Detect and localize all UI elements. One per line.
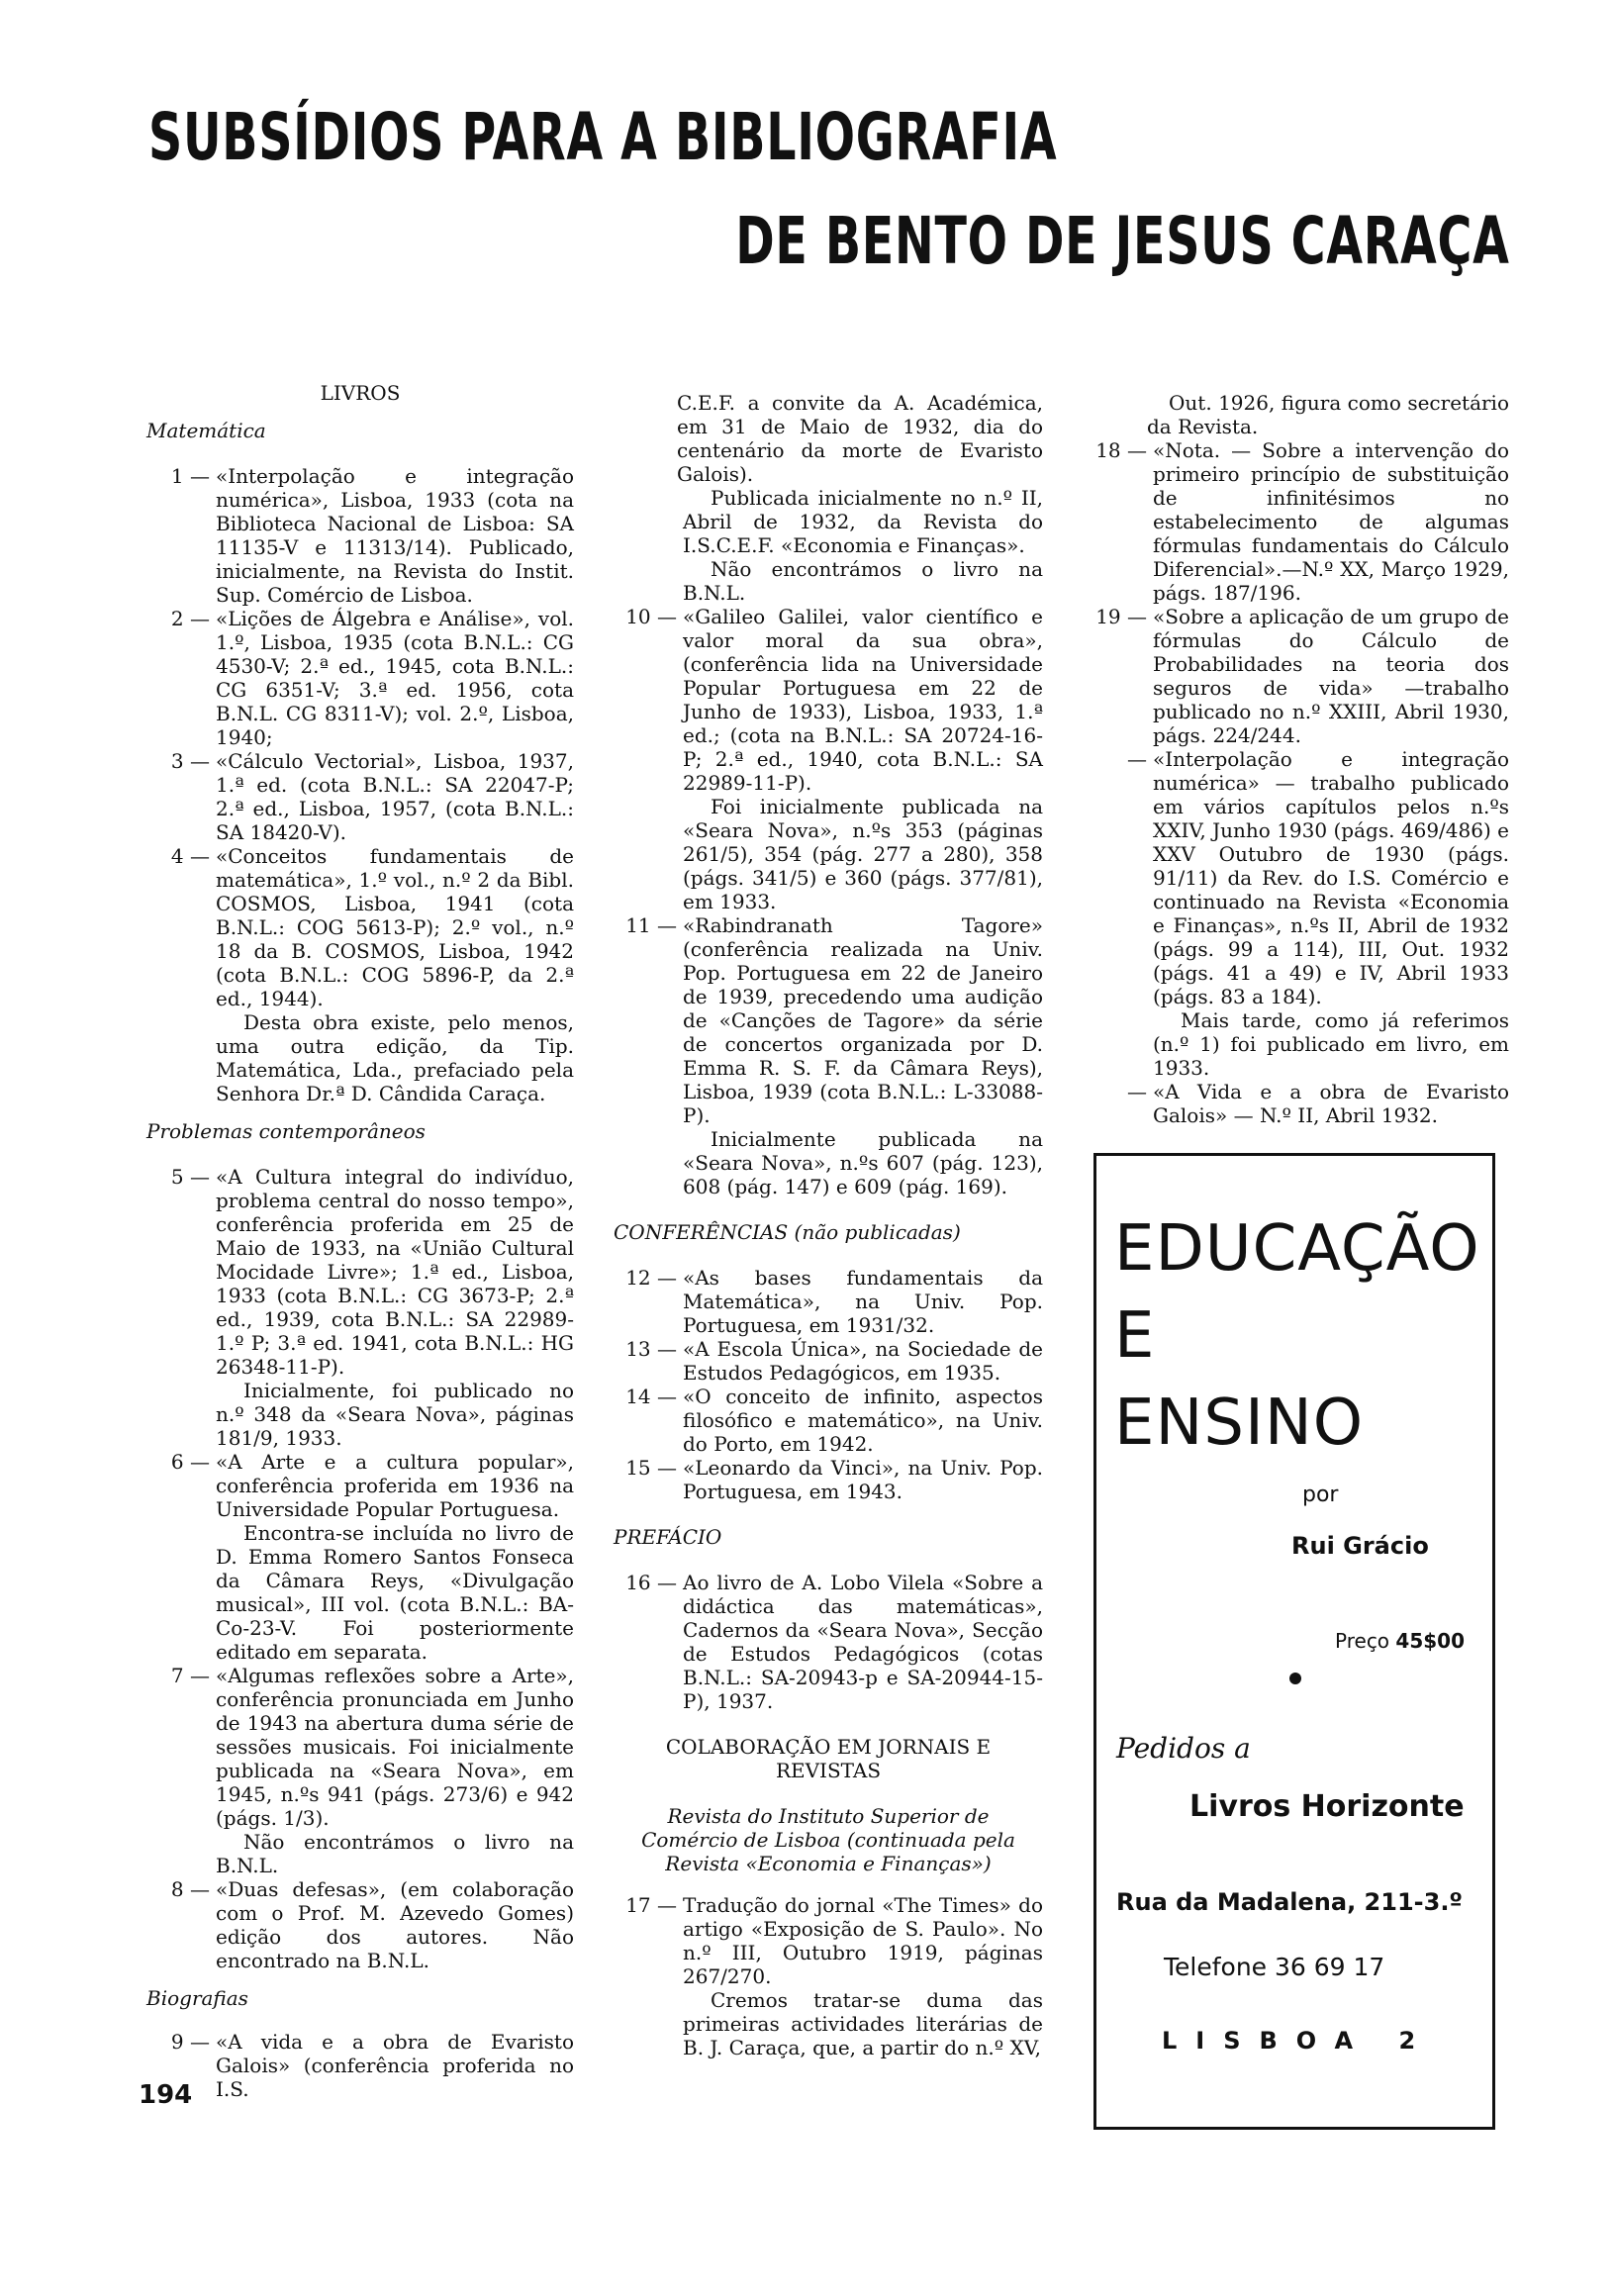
entry-text: «Algumas reflexões sobre a Arte», conferência pronunciada em Junho de 1943 na abertura duma série de sessões musicais. Foi inicialmente publicada na «Seara Nova», em 1945, n.ºs 941 (págs. 273/6) e 942 (págs. 1/3). <box>216 1664 574 1830</box>
entry-text: Tradução do jornal «The Times» do artigo «Exposição de S. Paulo». No n.º III, Outubro 1919, páginas 267/270. <box>683 1893 1043 1988</box>
entry-2 <box>146 607 574 749</box>
entry-text: «Cálculo Vectorial», Lisboa, 1937, 1.ª ed. (cota B.N.L.: SA 22047-P; 2.ª ed., Lisboa, 1957, (cota B.N.L.: SA 18420-V). <box>216 749 574 844</box>
ad-book-title <box>1114 1205 1480 1467</box>
entry-text: «A Arte e a cultura popular», conferência proferida em 1936 na Universidade Popular Portuguesa. <box>216 1450 574 1521</box>
ad-title-line: E <box>1114 1299 1156 1373</box>
page-title-line-2: DE BENTO DE JESUS CARAÇA <box>735 203 1510 279</box>
section-colaboracao: COLABORAÇÃO EM JORNAIS E REVISTAS <box>665 1735 992 1782</box>
entry-16 <box>614 1571 1043 1713</box>
entry-18 <box>1084 438 1509 605</box>
ad-price-value: 45$00 <box>1395 1629 1465 1653</box>
ad-address: Rua da Madalena, 211-3.º <box>1116 1888 1463 1916</box>
entry-11 <box>614 913 1043 1127</box>
entry-5 <box>146 1165 574 1379</box>
entry-9-continued: C.E.F. a convite da A. Académica, em 31 de Maio de 1932, dia do centenário da morte de Evaristo Galois). <box>677 391 1043 486</box>
entry-number: 4 — <box>170 844 210 868</box>
entry-14 <box>614 1385 1043 1456</box>
entry-text: «Galileo Galilei, valor científico e valor moral da sua obra», (conferência lida na Universidade Popular Portuguesa em 22 de Junho de 1933), Lisboa, 1933, 1.ª ed.; (cota na B.N.L.: SA 20724-16-P; 2.ª ed., 1940, cota B.N.L.: SA 22989-11-P). <box>683 605 1043 795</box>
entry-10 <box>614 605 1043 795</box>
entry-note: Inicialmente, foi publicado no n.º 348 da «Seara Nova», páginas 181/9, 1933. <box>216 1379 574 1450</box>
ad-phone: Telefone 36 69 17 <box>1164 1953 1385 1981</box>
section-livros: LIVROS <box>320 381 401 405</box>
entry-number: 7 — <box>170 1664 210 1687</box>
entry-note: Foi inicialmente publicada na «Seara Nova», n.ºs 353 (páginas 261/5), 354 (pág. 277 a 280), 358 (págs. 341/5) e 360 (págs. 377/81), em 1933. <box>683 795 1043 913</box>
entry-text: Ao livro de A. Lobo Vilela «Sobre a didáctica das matemáticas», Cadernos da «Seara Nova», Secção de Estudos Pedagógicos (cotas B.N.L.: SA-20943-p e SA-20944-15-P), 1937. <box>683 1571 1043 1713</box>
entry-7 <box>146 1664 574 1830</box>
subsection-problemas: Problemas contemporâneos <box>146 1119 426 1143</box>
entry-number: 1 — <box>170 464 210 488</box>
entry-9 <box>146 2030 574 2101</box>
ad-city: LISBOA 2 <box>1162 2027 1435 2055</box>
entry-number: 5 — <box>170 1165 210 1189</box>
entry-note: Encontra-se incluída no livro de D. Emma Romero Santos Fonseca da Câmara Reys, «Divulgação musical», III vol. (cota B.N.L.: BA-Co-23-V. Foi posteriormente editado em separata. <box>216 1521 574 1664</box>
entry-note: Não encontrámos o livro na B.N.L. <box>683 557 1043 605</box>
ad-orders: Pedidos a <box>1116 1732 1251 1765</box>
entry-number: 12 — <box>625 1266 677 1290</box>
bullet-icon <box>1289 1673 1301 1684</box>
entry-number: 19 — <box>1095 605 1147 628</box>
entry-13 <box>614 1337 1043 1385</box>
entry-text: «A vida e a obra de Evaristo Galois» (conferência proferida no I.S. <box>216 2030 574 2101</box>
entry-17-continued: Out. 1926, figura como secretário da Revista. <box>1147 391 1509 438</box>
column-2 <box>614 391 1043 2059</box>
entry-number: — <box>1127 747 1147 771</box>
entry-note: Desta obra existe, pelo menos, uma outra edição, da Tip. Matemática, Lda., prefaciado pela Senhora Dr.ª D. Cândida Caraça. <box>216 1010 574 1105</box>
entry-text: «Leonardo da Vinci», na Univ. Pop. Portuguesa, em 1943. <box>683 1456 1043 1503</box>
entry-number: 9 — <box>170 2030 210 2054</box>
entry-text: «Nota. — Sobre a intervenção do primeiro princípio de substituição de infinitésimos no estabelecimento de algumas fórmulas fundamentais do Cálculo Diferencial».—N.º XX, Março 1929, págs. 187/196. <box>1153 438 1509 605</box>
entry-text: «Interpolação e integração numérica» — trabalho publicado em vários capítulos pelos n.ºs XXIV, Junho 1930 (págs. 469/486) e XXV Outubro de 1930 (págs. 91/11) da Rev. do I.S. Comércio e continuado na Revista «Economia e Finanças», n.ºs II, Abril de 1932 (págs. 99 a 114), III, Out. 1932 (págs. 41 a 49) e IV, Abril 1933 (págs. 83 a 184). <box>1153 747 1509 1008</box>
entry-3 <box>146 749 574 844</box>
entry-19 <box>1084 605 1509 747</box>
entry-text: «Conceitos fundamentais de matemática», 1.º vol., n.º 2 da Bibl. COSMOS, Lisboa, 1941 (cota B.N.L.: COG 5613-P); 2.º vol., n.º 18 da B. COSMOS, Lisboa, 1942 (cota B.N.L.: COG 5896-P, da 2.ª ed., 1944). <box>216 844 574 1010</box>
entry-number: 11 — <box>625 913 677 937</box>
entry-19c <box>1084 1080 1509 1127</box>
subsection-biografias: Biografias <box>146 1986 248 2010</box>
book-advertisement <box>1093 1153 1495 2130</box>
entry-text: «Duas defesas», (em colaboração com o Prof. M. Azevedo Gomes) edição dos autores. Não encontrado na B.N.L. <box>216 1877 574 1972</box>
column-1 <box>146 381 574 2101</box>
entry-12 <box>614 1266 1043 1337</box>
entry-6 <box>146 1450 574 1521</box>
entry-note: Publicada inicialmente no n.º II, Abril de 1932, da Revista do I.S.C.E.F. «Economia e Finanças». <box>683 486 1043 557</box>
page-number: 194 <box>139 2080 193 2110</box>
ad-title-line: EDUCAÇÃO <box>1114 1212 1480 1286</box>
entry-number: 6 — <box>170 1450 210 1474</box>
entry-number: 3 — <box>170 749 210 773</box>
entry-15 <box>614 1456 1043 1503</box>
column-3 <box>1084 391 1509 1127</box>
entry-note: Cremos tratar-se duma das primeiras actividades literárias de B. J. Caraça, que, a partir do n.º XV, <box>683 1988 1043 2059</box>
entry-note: Mais tarde, como já referimos (n.º 1) foi publicado em livro, em 1933. <box>1153 1008 1509 1080</box>
ad-title-line: ENSINO <box>1114 1387 1365 1460</box>
entry-number: 18 — <box>1095 438 1147 462</box>
entry-number: 2 — <box>170 607 210 630</box>
entry-1 <box>146 464 574 607</box>
ad-author: Rui Grácio <box>1291 1532 1429 1560</box>
entry-number: 15 — <box>625 1456 677 1480</box>
subsection-matematica: Matemática <box>146 419 266 442</box>
ad-price-label: Preço <box>1335 1629 1390 1653</box>
entry-8 <box>146 1877 574 1972</box>
ad-price <box>1335 1629 1465 1653</box>
entry-text: «A Cultura integral do indivíduo, problema central do nosso tempo», conferência proferida em 25 de Maio de 1933, na «União Cultural Mocidade Livre»; 1.ª ed., Lisboa, 1933 (cota B.N.L.: CG 3673-P; 2.ª ed., 1939, cota B.N.L.: SA 22989-1.º P; 3.ª ed. 1941, cota B.N.L.: HG 26348-11-P). <box>216 1165 574 1379</box>
entry-note: Inicialmente publicada na «Seara Nova», n.ºs 607 (pág. 123), 608 (pág. 147) e 609 (pág. 169). <box>683 1127 1043 1198</box>
entry-number: 8 — <box>170 1877 210 1901</box>
entry-text: «O conceito de infinito, aspectos filosófico e matemático», na Univ. do Porto, em 1942. <box>683 1385 1043 1456</box>
entry-text: «Interpolação e integração numérica», Lisboa, 1933 (cota na Biblioteca Nacional de Lisboa: SA 11135-V e 11313/14). Publicado, inicialmente, na Revista do Instit. Sup. Comércio de Lisboa. <box>216 464 574 607</box>
entry-text: «A Vida e a obra de Evaristo Galois» — N.º II, Abril 1932. <box>1153 1080 1509 1127</box>
entry-number: — <box>1127 1080 1147 1103</box>
entry-note: Não encontrámos o livro na B.N.L. <box>216 1830 574 1877</box>
entry-number: 16 — <box>625 1571 677 1594</box>
ad-by: por <box>1302 1483 1339 1507</box>
entry-17 <box>614 1893 1043 1988</box>
page-title-line-1: SUBSÍDIOS PARA A BIBLIOGRAFIA <box>148 99 1058 175</box>
section-conferencias: CONFERÊNCIAS (não publicadas) <box>614 1220 961 1244</box>
entry-number: 17 — <box>625 1893 677 1917</box>
ad-publisher: Livros Horizonte <box>1189 1789 1465 1824</box>
entry-text: «Lições de Álgebra e Análise», vol. 1.º, Lisboa, 1935 (cota B.N.L.: CG 4530-V; 2.ª ed., 1945, cota B.N.L.: CG 6351-V; 3.ª ed. 1956, cota B.N.L. CG 8311-V); vol. 2.º, Lisboa, 1940; <box>216 607 574 749</box>
section-prefacio: PREFÁCIO <box>614 1525 722 1549</box>
entry-text: «Rabindranath Tagore» (conferência realizada na Univ. Pop. Portuguesa em 22 de Janeiro de 1939, precedendo uma audição de «Canções de Tagore» da série de concertos organizada por D. Emma R. S. F. da Câmara Reys), Lisboa, 1939 (cota B.N.L.: L-33088-P). <box>683 913 1043 1127</box>
entry-4 <box>146 844 574 1010</box>
entry-text: «A Escola Única», na Sociedade de Estudos Pedagógicos, em 1935. <box>683 1337 1043 1385</box>
subsection-revista: Revista do Instituto Superior de Comércio de Lisboa (continuada pela Revista «Economia e Finanças») <box>641 1804 1015 1875</box>
entry-number: 13 — <box>625 1337 677 1361</box>
entry-number: 14 — <box>625 1385 677 1408</box>
entry-text: «As bases fundamentais da Matemática», na Univ. Pop. Portuguesa, em 1931/32. <box>683 1266 1043 1337</box>
entry-number: 10 — <box>625 605 677 628</box>
entry-text: «Sobre a aplicação de um grupo de fórmulas do Cálculo de Probabilidades na teoria dos seguros de vida» —trabalho publicado no n.º XXIII, Abril 1930, págs. 224/244. <box>1153 605 1509 747</box>
entry-19b <box>1084 747 1509 1008</box>
